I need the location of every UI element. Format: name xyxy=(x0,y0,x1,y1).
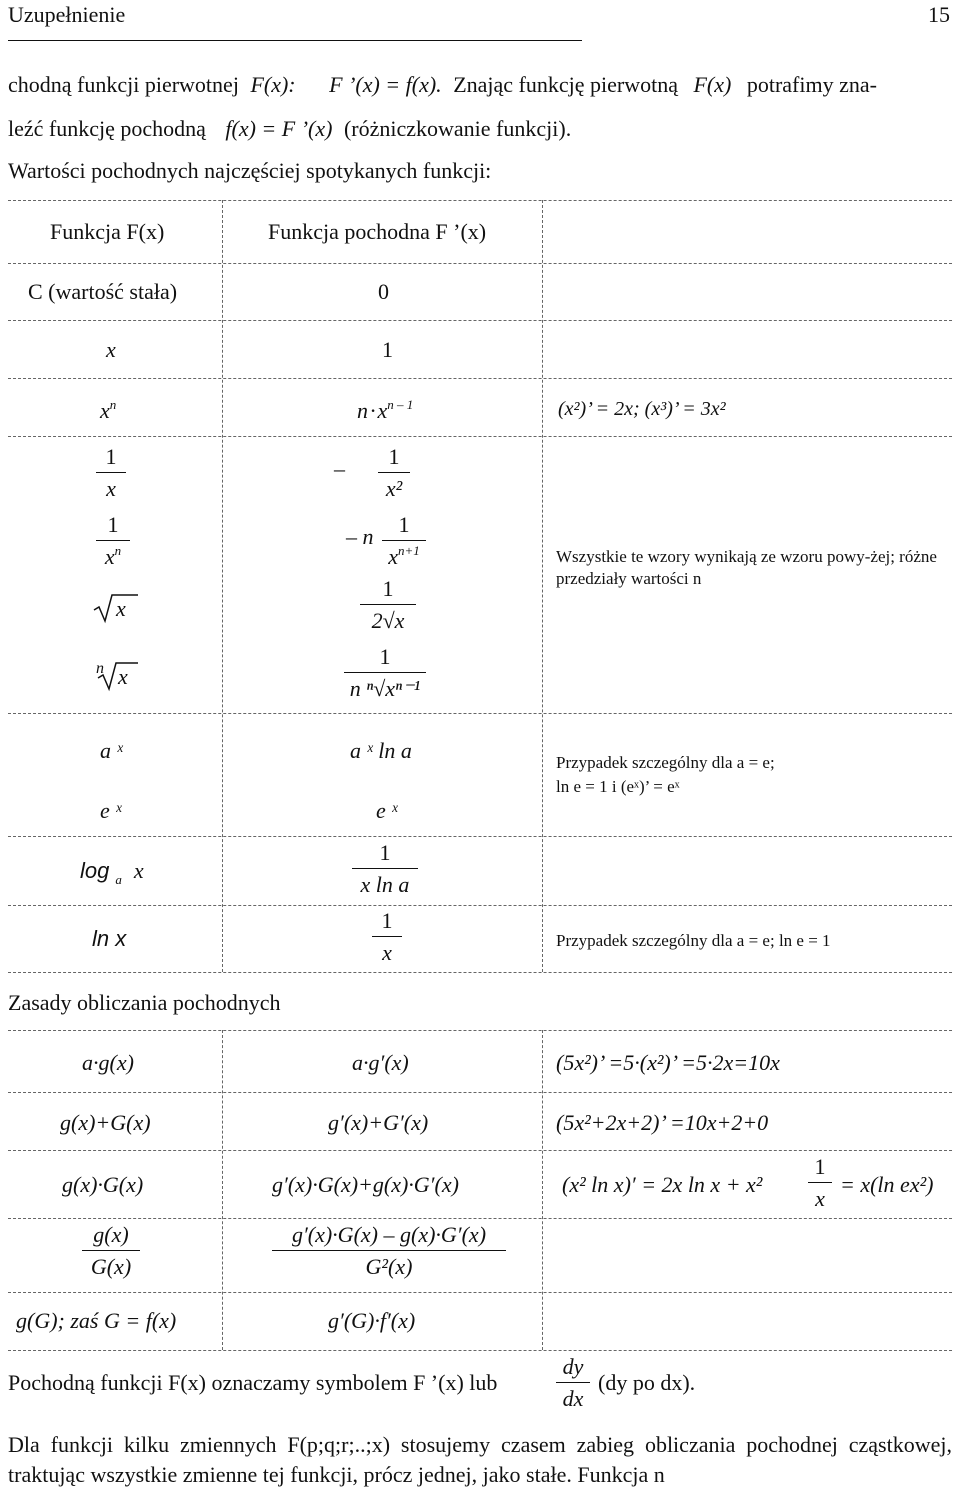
function-x: x xyxy=(106,337,116,362)
intro-formula: f(x) = F ’(x) xyxy=(225,116,333,141)
notation-paragraph-end: (dy po dx). xyxy=(598,1370,696,1395)
table-rule xyxy=(8,436,952,437)
intro-text: (różniczkowanie funkcji). xyxy=(343,116,572,141)
fraction-numerator: g(x) xyxy=(93,1222,129,1247)
power-base: x xyxy=(104,544,115,569)
rule-constant-multiple-derivative: a·g′(x) xyxy=(352,1050,409,1075)
fraction-denominator: 2√x xyxy=(371,608,405,633)
intro-formula: F(x) xyxy=(693,72,732,97)
fraction-denominator: x² xyxy=(385,476,403,501)
fraction-numerator: 1 xyxy=(381,908,393,933)
rule-product-example-result: = x(ln ex²) xyxy=(840,1172,934,1197)
function-reciprocal xyxy=(96,442,126,505)
radicand: x xyxy=(118,664,128,689)
rules-rule xyxy=(8,1030,952,1031)
intro-formula: F ’(x) = f(x). xyxy=(329,72,442,97)
rule-product-example-fraction xyxy=(808,1152,832,1215)
derivative-exponential-e: e ˣ xyxy=(376,798,398,823)
derivative-reciprocal-power xyxy=(382,510,426,576)
function-natural-log: ln x xyxy=(92,926,127,951)
derivative-x: 1 xyxy=(382,337,393,362)
power-exponent: n+1 xyxy=(397,543,420,558)
function-constant: C (wartość stała) xyxy=(28,279,178,304)
power-exponent: n xyxy=(114,543,122,558)
fraction-denominator: dx xyxy=(562,1386,584,1411)
rules-rule xyxy=(8,1350,952,1351)
derivative-constant: 0 xyxy=(378,279,389,304)
fraction-denominator: x xyxy=(815,1186,825,1211)
intro-text: chodną funkcji pierwotnej xyxy=(8,72,239,97)
log-argument: x xyxy=(133,858,144,883)
rule-quotient xyxy=(82,1220,140,1283)
power-exponent: n xyxy=(109,397,117,412)
fraction-denominator: G²(x) xyxy=(365,1254,413,1279)
ln-note: Przypadek szczególny dla a = e; ln e = 1 xyxy=(556,931,831,950)
derivative-logarithm xyxy=(352,838,418,901)
power-exponent: n – 1 xyxy=(387,397,414,412)
function-logarithm xyxy=(80,858,144,887)
table-rule xyxy=(8,836,952,837)
table-rule xyxy=(8,905,952,906)
rule-product-example: (x² ln x)′ = 2x ln x + x² xyxy=(562,1172,763,1197)
rules-rule xyxy=(542,1030,543,1350)
dy-dx-fraction xyxy=(556,1352,590,1415)
function-exponential-a: a ˣ xyxy=(100,738,123,763)
table-rule xyxy=(8,263,952,264)
column-header-function: Funkcja F(x) xyxy=(50,219,165,244)
power-note: Wszystkie te wzory wynikają ze wzoru powy-żej; różne przedziały wartości n xyxy=(556,547,937,588)
intro-text: Znając funkcję pierwotną xyxy=(453,72,678,97)
page-number: 15 xyxy=(928,2,950,27)
rule-constant-multiple-example: (5x²)’ =5·(x²)’ =5·2x=10x xyxy=(556,1050,780,1075)
log-base: a xyxy=(115,872,122,887)
function-reciprocal-power xyxy=(96,510,130,576)
rule-sum-derivative: g′(x)+G′(x) xyxy=(328,1110,429,1135)
fraction-denominator: G(x) xyxy=(90,1254,132,1279)
intro-text: leźć funkcję pochodną xyxy=(8,116,206,141)
power-base: x xyxy=(388,544,398,569)
fraction-numerator: 1 xyxy=(398,512,410,537)
exp-note-2: ln e = 1 i (eˣ)’ = eˣ xyxy=(556,777,680,796)
intro-line-2 xyxy=(8,116,571,142)
fraction-numerator: dy xyxy=(562,1354,584,1379)
fraction-denominator: x xyxy=(382,940,392,965)
table-rule xyxy=(8,378,952,379)
minus-n: – n xyxy=(346,524,374,549)
rules-title: Zasady obliczania pochodnych xyxy=(8,990,281,1015)
header-rule xyxy=(8,40,582,41)
derivative-reciprocal xyxy=(378,442,410,505)
fraction-numerator: 1 xyxy=(382,576,394,601)
fraction-denominator: x xyxy=(106,476,116,501)
function-power xyxy=(100,398,116,424)
root-index: n xyxy=(96,660,104,677)
table-rule xyxy=(222,200,223,972)
rule-chain-derivative: g′(G)·f′(x) xyxy=(328,1308,416,1333)
rules-rule xyxy=(8,1292,952,1293)
table-rule xyxy=(8,200,952,201)
table-rule xyxy=(8,713,952,714)
rules-rule xyxy=(8,1218,952,1219)
rules-rule xyxy=(8,1092,952,1093)
minus-sign: – xyxy=(334,456,345,481)
intro-formula: F(x): xyxy=(250,72,296,97)
table-rule xyxy=(542,200,543,972)
rule-chain: g(G); zaś G = f(x) xyxy=(16,1308,177,1333)
fraction-numerator: 1 xyxy=(107,512,119,537)
rule-sum: g(x)+G(x) xyxy=(60,1110,151,1135)
rule-constant-multiple: a·g(x) xyxy=(82,1050,134,1075)
rule-product: g(x)·G(x) xyxy=(62,1172,144,1197)
power-base: x xyxy=(100,398,110,423)
fraction-denominator: n ⁿ√xⁿ⁻¹ xyxy=(349,676,421,701)
fraction-numerator: 1 xyxy=(388,444,400,469)
rule-quotient-derivative xyxy=(272,1220,506,1283)
coefficient: n xyxy=(357,398,368,423)
fraction-numerator: 1 xyxy=(105,444,117,469)
derivative-power: $n\cdot x^{n - 1}$ xyxy=(357,397,414,423)
function-exponential-e: e ˣ xyxy=(100,798,122,823)
derivative-sqrt xyxy=(360,574,416,637)
derivative-exponential-a: a ˣ ln a xyxy=(350,738,412,763)
notation-paragraph: Pochodną funkcji F(x) oznaczamy symbolem F ’(x) lub xyxy=(8,1370,498,1395)
running-header-title: Uzupełnienie xyxy=(8,2,126,27)
rule-sum-example: (5x²+2x+2)’ =10x+2+0 xyxy=(556,1110,769,1135)
power-examples: (x²)’ = 2x; (x³)’ = 3x² xyxy=(558,398,726,420)
intro-line-3: Wartości pochodnych najczęściej spotykanych funkcji: xyxy=(8,158,492,183)
exp-note-1: Przypadek szczególny dla a = e; xyxy=(556,753,775,772)
partial-derivative-paragraph: Dla funkcji kilku zmiennych F(p;q;r;..;x) stosujemy czasem zabieg obliczania pochodnej cząstkowej, traktując wszystkie zmienne tej funkcji, prócz jednej, jako stałe. Funkcja n xyxy=(8,1432,952,1487)
derivative-natural-log xyxy=(372,906,402,969)
table-rule xyxy=(8,972,952,973)
fraction-numerator: 1 xyxy=(814,1154,826,1179)
fraction-numerator: 1 xyxy=(379,644,391,669)
log-symbol: log xyxy=(80,858,110,883)
fraction-denominator: x ln a xyxy=(360,872,410,897)
rules-rule xyxy=(8,1150,952,1151)
power-base: x xyxy=(377,398,388,423)
rules-rule xyxy=(222,1030,223,1350)
intro-text: potrafimy zna- xyxy=(746,72,877,97)
rule-product-derivative: g′(x)·G(x)+g(x)·G′(x) xyxy=(272,1172,459,1197)
table-rule xyxy=(8,320,952,321)
derivative-nth-root xyxy=(344,642,426,705)
column-header-derivative: Funkcja pochodna F ’(x) xyxy=(268,219,487,244)
fraction-numerator: 1 xyxy=(379,840,391,865)
fraction-numerator: g′(x)·G(x) – g(x)·G′(x) xyxy=(291,1222,487,1247)
radicand: x xyxy=(116,596,126,621)
intro-line-1 xyxy=(8,72,877,98)
